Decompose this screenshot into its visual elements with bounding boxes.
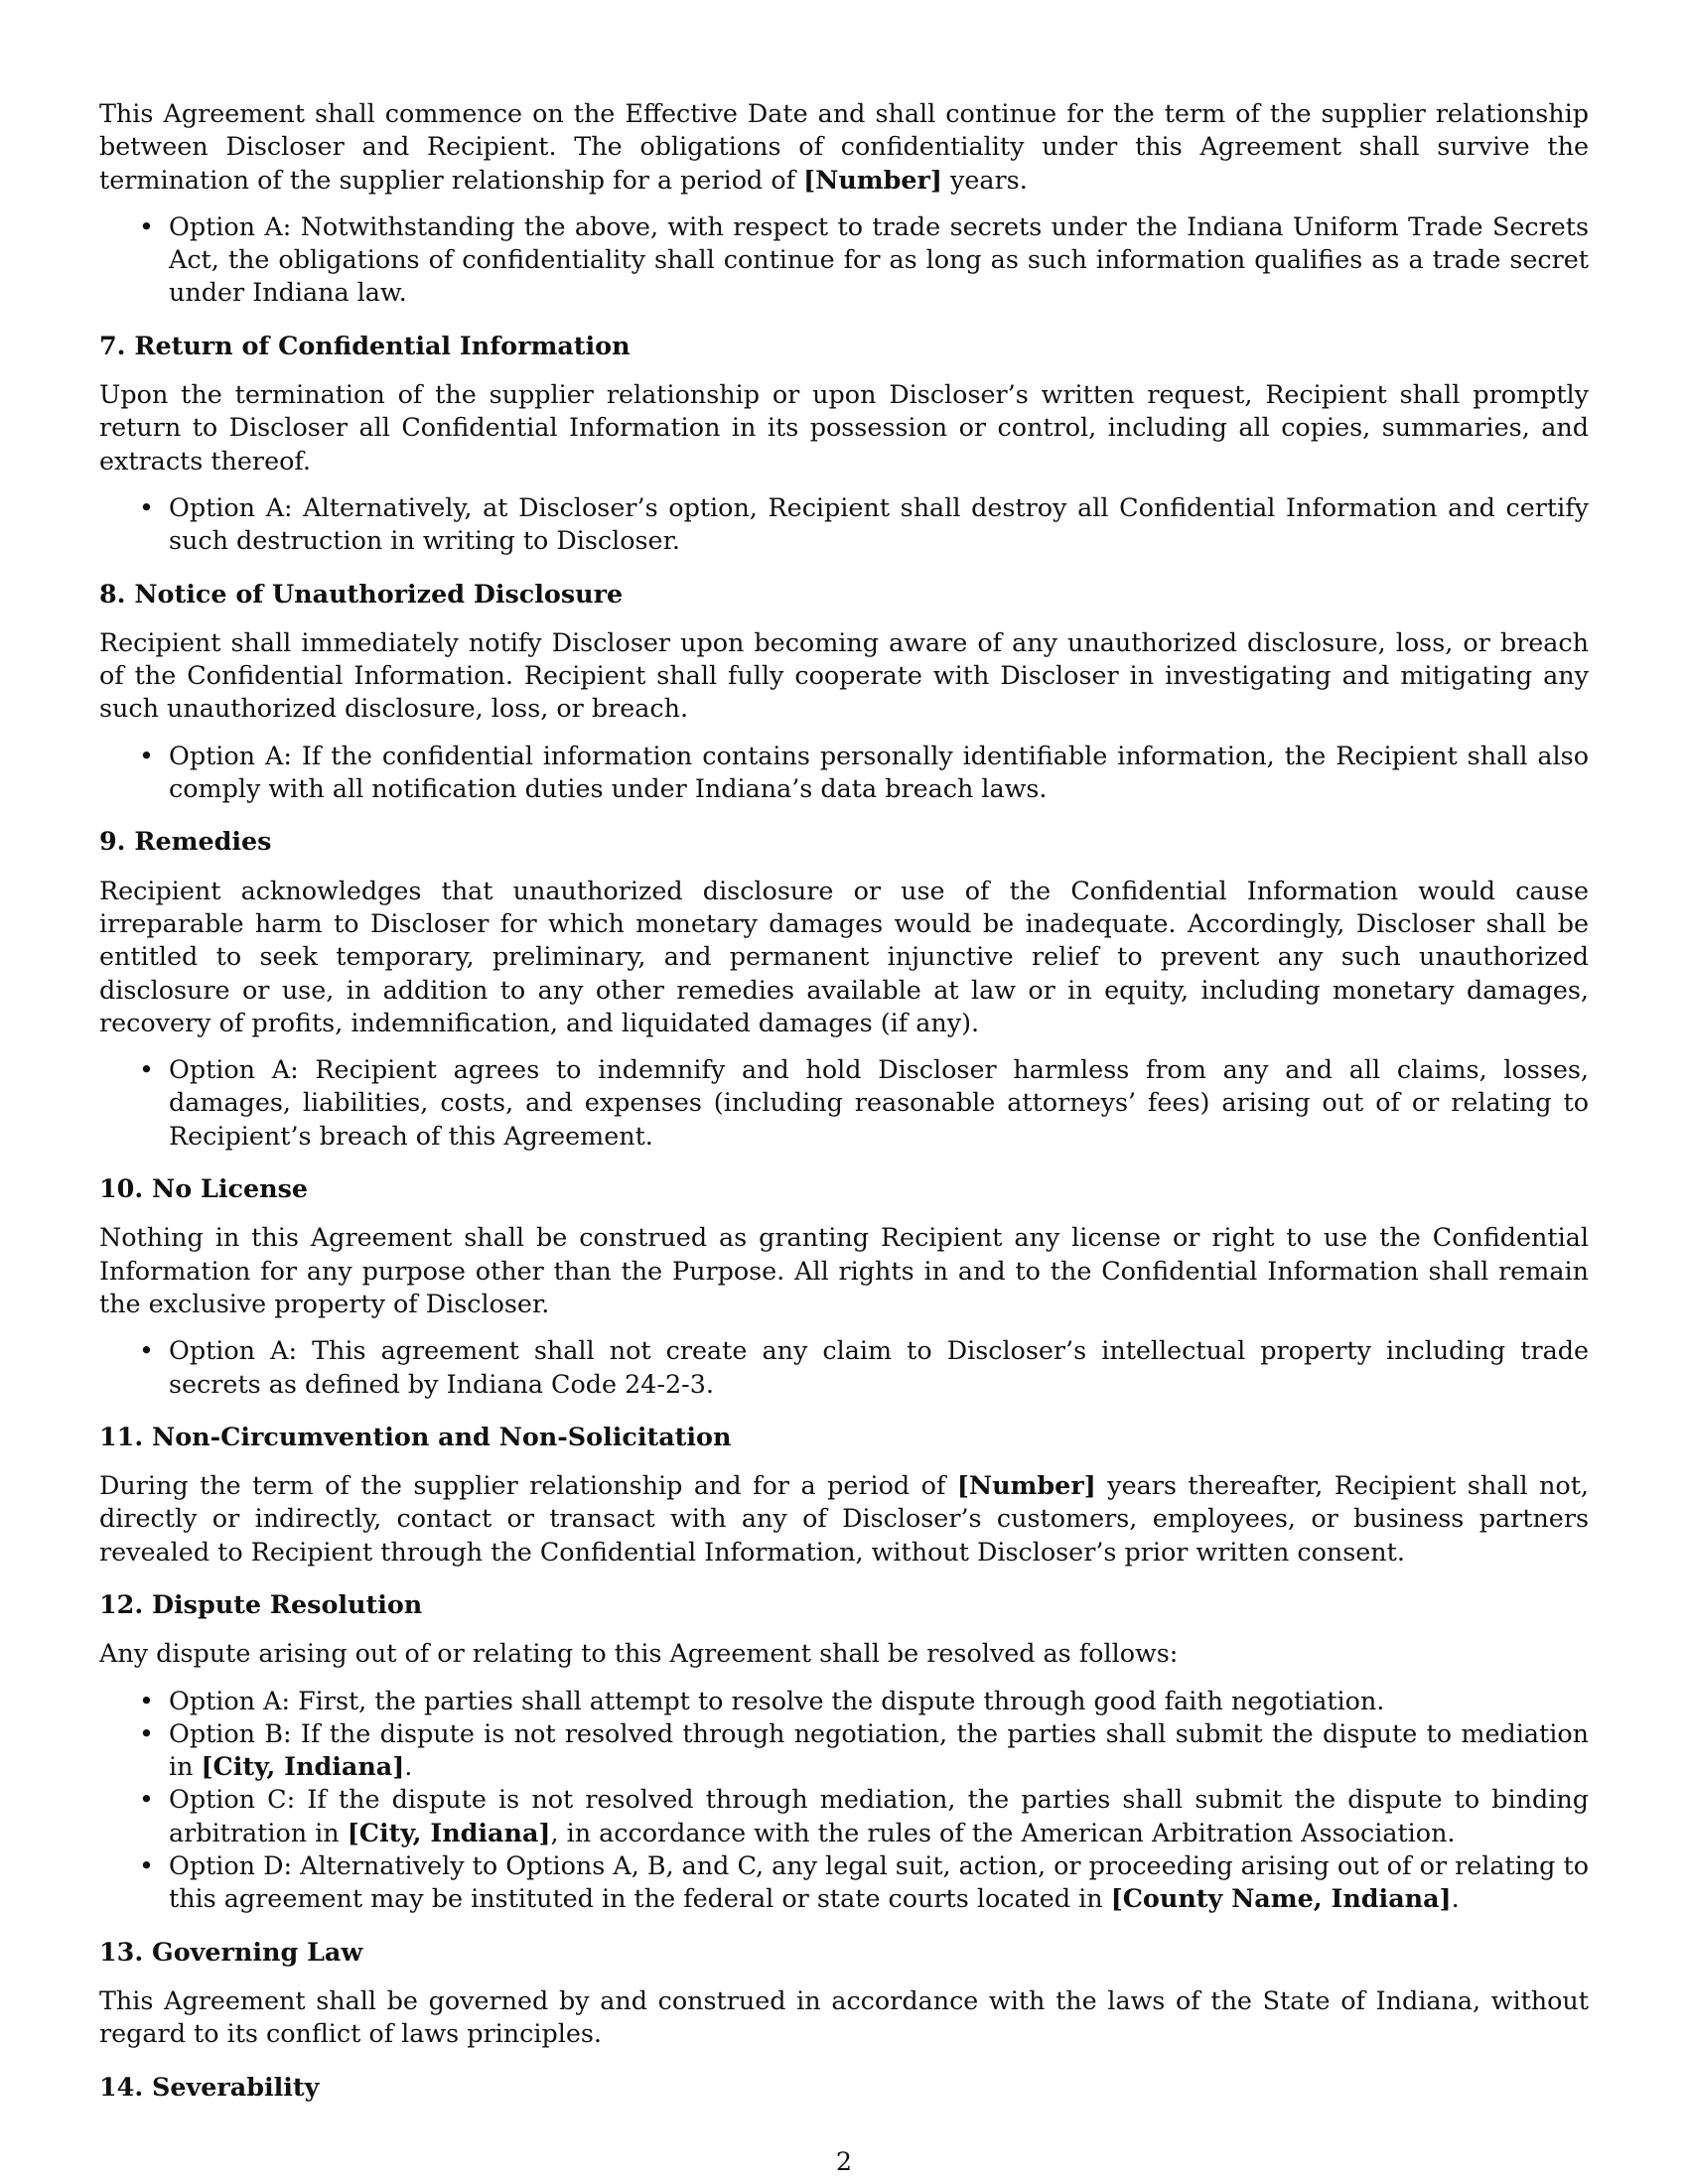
list-item: • Option A: First, the parties shall attempt to resolve the dispute through good faith negotiation. — [169, 1685, 1589, 1717]
section-heading-no-license: 10. No License — [99, 1173, 309, 1204]
list-item: • Option A: Notwithstanding the above, with respect to trade secrets under the Indiana Uniform Trade Secrets Act, the obligations of confidentiality shall continue for as long as such information qualifies as a trade secret under Indiana law. — [169, 210, 1589, 310]
section-paragraph-governing-law: This Agreement shall be governed by and construed in accordance with the laws of the State of Indiana, without regard to its conflict of laws principles. — [99, 1984, 1589, 2049]
section-heading-remedies: 9. Remedies — [99, 826, 272, 857]
section-options-no-license — [99, 1334, 1589, 1401]
section-paragraph-dispute: Any dispute arising out of or relating to this Agreement shall be resolved as follows: — [99, 1638, 1179, 1669]
section-paragraph-return: Upon the termination of the supplier relationship or upon Discloser’s written request, Recipient shall promptly return to Discloser all Confidential Information in its possession or control, including all copies, summaries, and extracts thereof. — [99, 379, 1589, 476]
intro-paragraph: This Agreement shall commence on the Effective Date and shall continue for the term of the supplier relationship between Discloser and Recipient. The obligations of confidentiality under this Agreement shall survive the termination of the supplier relationship for a period of [Number] years. — [99, 98, 1589, 195]
list-item: • Option A: If the confidential information contains personally identifiable information, the Recipient shall also comply with all notification duties under Indiana’s data breach laws. — [169, 740, 1589, 806]
list-item: • Option D: Alternatively to Options A, B, and C, any legal suit, action, or proceeding arising out of or relating to this agreement may be instituted in the federal or state courts located in [County Name, Indiana]. — [169, 1849, 1589, 1916]
city-placeholder: [City, Indiana] — [201, 1751, 405, 1782]
section-paragraph-non-circumvention: During the term of the supplier relationship and for a period of [Number] years thereafter, Recipient shall not, directly or indirectly, contact or transact with any of Discloser’s customers, employees, or business partners revealed to Recipient through the Confidential Information, without Discloser’s prior written consent. — [99, 1470, 1589, 1567]
intro-options — [99, 210, 1589, 310]
section-heading-return: 7. Return of Confidential Information — [99, 330, 631, 360]
section-paragraph-no-license: Nothing in this Agreement shall be construed as granting Recipient any license or right to use the Confidential Information for any purpose other than the Purpose. All rights in and to the Confidential Information shall remain the exclusive property of Discloser. — [99, 1222, 1589, 1318]
list-item: • Option C: If the dispute is not resolved through mediation, the parties shall submit the dispute to binding arbitration in [City, Indiana], in accordance with the rules of the American Arbitration Association. — [169, 1783, 1589, 1849]
section-heading-severability: 14. Severability — [99, 2071, 320, 2102]
section-options-return — [99, 491, 1589, 558]
section-paragraph-notice: Recipient shall immediately notify Discloser upon becoming aware of any unauthorized disclosure, loss, or breach of the Confidential Information. Recipient shall fully cooperate with Discloser in investigating and mitigating any such unauthorized disclosure, loss, or breach. — [99, 626, 1589, 724]
number-placeholder: [Number] — [803, 164, 942, 195]
section-heading-non-circumvention: 11. Non-Circumvention and Non-Solicitation — [99, 1421, 732, 1451]
number-placeholder: [Number] — [956, 1470, 1096, 1501]
list-item: • Option B: If the dispute is not resolved through negotiation, the parties shall submit the dispute to mediation in [City, Indiana]. — [169, 1717, 1589, 1784]
list-item: • Option A: Recipient agrees to indemnify and hold Discloser harmless from any and all claims, losses, damages, liabilities, costs, and expenses (including reasonable attorneys’ fees) arising out of or relating to Recipient’s breach of this Agreement. — [169, 1053, 1589, 1153]
page-number: 2 — [835, 2146, 853, 2176]
county-placeholder: [County Name, Indiana] — [1110, 1883, 1452, 1914]
section-heading-dispute: 12. Dispute Resolution — [99, 1588, 423, 1619]
list-item: • Option A: Alternatively, at Discloser’s option, Recipient shall destroy all Confidential Information and certify such destruction in writing to Discloser. — [169, 491, 1589, 558]
document-page — [99, 97, 1589, 2119]
section-options-dispute — [99, 1685, 1589, 1916]
section-paragraph-remedies: Recipient acknowledges that unauthorized disclosure or use of the Confidential Information would cause irreparable harm to Discloser for which monetary damages would be inadequate. Accordingly, Discloser shall be entitled to seek temporary, preliminary, and permanent injunctive relief to prevent any such unauthorized disclosure or use, in addition to any other remedies available at law or in equity, including monetary damages, recovery of profits, indemnification, and liquidated damages (if any). — [99, 875, 1589, 1037]
section-heading-governing-law: 13. Governing Law — [99, 1936, 363, 1967]
section-options-notice — [99, 740, 1589, 806]
section-options-remedies — [99, 1053, 1589, 1153]
city-placeholder: [City, Indiana] — [347, 1817, 551, 1847]
list-item: • Option A: This agreement shall not create any claim to Discloser’s intellectual property including trade secrets as defined by Indiana Code 24-2-3. — [169, 1334, 1589, 1401]
section-heading-notice: 8. Notice of Unauthorized Disclosure — [99, 578, 624, 609]
